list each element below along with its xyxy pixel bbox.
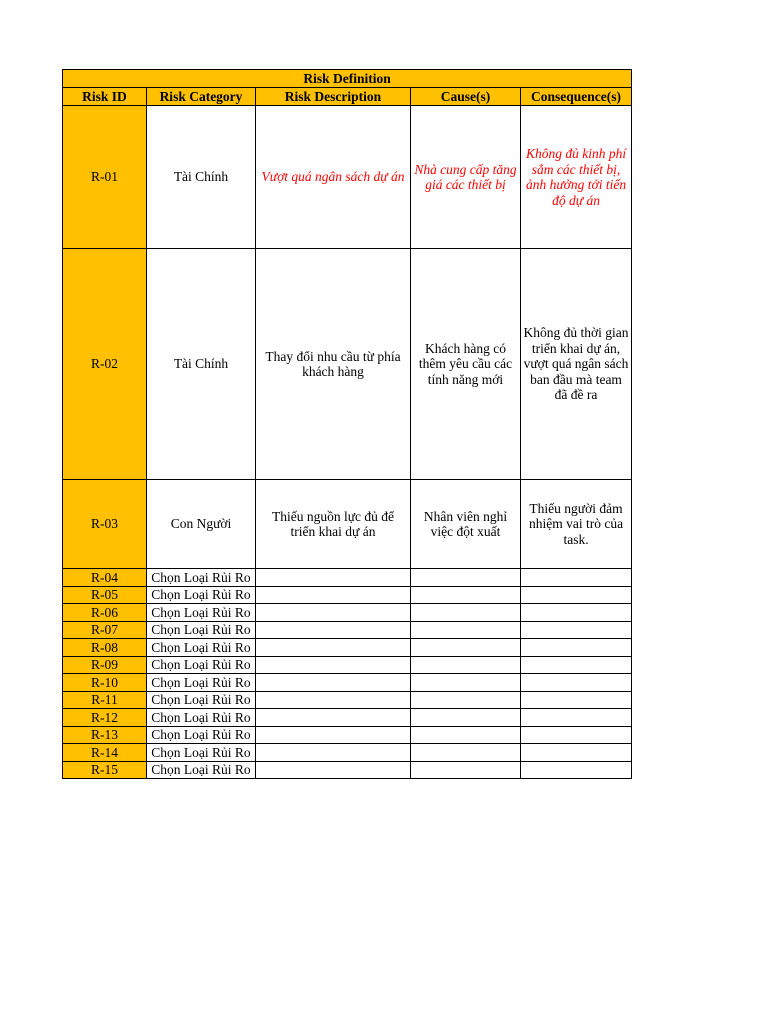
risk-consequence-cell[interactable] bbox=[521, 726, 632, 744]
risk-description-cell[interactable] bbox=[256, 656, 411, 674]
risk-id-cell[interactable]: R-09 bbox=[63, 656, 147, 674]
risk-category-dropdown[interactable]: Chọn Loại Rủi Ro bbox=[147, 726, 256, 744]
risk-id-cell[interactable]: R-06 bbox=[63, 604, 147, 622]
risk-id-cell[interactable]: R-14 bbox=[63, 744, 147, 762]
risk-id-cell[interactable]: R-02 bbox=[63, 249, 147, 480]
risk-consequence-cell[interactable] bbox=[521, 761, 632, 779]
table-row bbox=[63, 761, 632, 779]
header-causes: Cause(s) bbox=[411, 88, 521, 106]
risk-description-cell[interactable]: Thay đổi nhu cầu từ phía khách hàng bbox=[256, 249, 411, 480]
header-consequences: Consequence(s) bbox=[521, 88, 632, 106]
risk-id-cell[interactable]: R-05 bbox=[63, 586, 147, 604]
table-row bbox=[63, 656, 632, 674]
risk-description-cell[interactable] bbox=[256, 604, 411, 622]
risk-category-dropdown[interactable]: Chọn Loại Rủi Ro bbox=[147, 621, 256, 639]
risk-category-cell[interactable]: Con Người bbox=[147, 480, 256, 569]
risk-category-dropdown[interactable]: Chọn Loại Rủi Ro bbox=[147, 691, 256, 709]
risk-category-dropdown[interactable]: Chọn Loại Rủi Ro bbox=[147, 656, 256, 674]
table-row bbox=[63, 480, 632, 569]
risk-consequence-cell[interactable] bbox=[521, 639, 632, 657]
table-row bbox=[63, 744, 632, 762]
risk-category-dropdown[interactable]: Chọn Loại Rủi Ro bbox=[147, 586, 256, 604]
risk-cause-cell[interactable] bbox=[411, 691, 521, 709]
risk-category-dropdown[interactable]: Chọn Loại Rủi Ro bbox=[147, 569, 256, 587]
risk-category-cell[interactable]: Tài Chính bbox=[147, 249, 256, 480]
risk-description-cell[interactable] bbox=[256, 744, 411, 762]
risk-description-cell[interactable] bbox=[256, 586, 411, 604]
risk-id-cell[interactable]: R-04 bbox=[63, 569, 147, 587]
risk-cause-cell[interactable] bbox=[411, 656, 521, 674]
risk-id-cell[interactable]: R-07 bbox=[63, 621, 147, 639]
risk-cause-cell[interactable] bbox=[411, 586, 521, 604]
risk-cause-cell[interactable] bbox=[411, 726, 521, 744]
risk-description-cell[interactable] bbox=[256, 674, 411, 692]
risk-consequence-cell[interactable] bbox=[521, 691, 632, 709]
risk-id-cell[interactable]: R-15 bbox=[63, 761, 147, 779]
table-row bbox=[63, 106, 632, 249]
risk-category-dropdown[interactable]: Chọn Loại Rủi Ro bbox=[147, 639, 256, 657]
risk-id-cell[interactable]: R-12 bbox=[63, 709, 147, 727]
risk-cause-cell[interactable]: Nhân viên nghỉ việc đột xuất bbox=[411, 480, 521, 569]
risk-cause-cell[interactable] bbox=[411, 621, 521, 639]
risk-description-cell[interactable] bbox=[256, 639, 411, 657]
risk-id-cell[interactable]: R-10 bbox=[63, 674, 147, 692]
risk-consequence-cell[interactable] bbox=[521, 709, 632, 727]
risk-id-cell[interactable]: R-11 bbox=[63, 691, 147, 709]
risk-description-cell[interactable] bbox=[256, 761, 411, 779]
table-row bbox=[63, 249, 632, 480]
risk-category-dropdown[interactable]: Chọn Loại Rủi Ro bbox=[147, 674, 256, 692]
risk-description-cell[interactable] bbox=[256, 621, 411, 639]
table-row bbox=[63, 726, 632, 744]
risk-cause-cell[interactable] bbox=[411, 761, 521, 779]
table-row bbox=[63, 569, 632, 587]
risk-consequence-cell[interactable] bbox=[521, 656, 632, 674]
risk-id-cell[interactable]: R-01 bbox=[63, 106, 147, 249]
risk-description-cell[interactable]: Vượt quá ngân sách dự án bbox=[256, 106, 411, 249]
table-row bbox=[63, 604, 632, 622]
header-risk-category: Risk Category bbox=[147, 88, 256, 106]
risk-id-cell[interactable]: R-13 bbox=[63, 726, 147, 744]
table-row bbox=[63, 674, 632, 692]
table-row bbox=[63, 586, 632, 604]
risk-description-cell[interactable]: Thiếu nguồn lực đủ để triển khai dự án bbox=[256, 480, 411, 569]
risk-consequence-cell[interactable] bbox=[521, 586, 632, 604]
risk-definition-table bbox=[62, 69, 632, 779]
risk-cause-cell[interactable] bbox=[411, 639, 521, 657]
risk-cause-cell[interactable] bbox=[411, 674, 521, 692]
table-title: Risk Definition bbox=[63, 70, 632, 88]
risk-consequence-cell[interactable]: Không đủ thời gian triển khai dự án, vượt quá ngân sách ban đầu mà team đã đề ra bbox=[521, 249, 632, 480]
risk-consequence-cell[interactable]: Không đủ kinh phí sắm các thiết bị, ảnh hưởng tới tiến độ dự án bbox=[521, 106, 632, 249]
risk-cause-cell[interactable] bbox=[411, 604, 521, 622]
risk-consequence-cell[interactable] bbox=[521, 604, 632, 622]
risk-consequence-cell[interactable] bbox=[521, 621, 632, 639]
risk-description-cell[interactable] bbox=[256, 691, 411, 709]
risk-category-dropdown[interactable]: Chọn Loại Rủi Ro bbox=[147, 761, 256, 779]
risk-consequence-cell[interactable] bbox=[521, 744, 632, 762]
risk-id-cell[interactable]: R-08 bbox=[63, 639, 147, 657]
risk-cause-cell[interactable]: Nhà cung cấp tăng giá các thiết bị bbox=[411, 106, 521, 249]
risk-cause-cell[interactable] bbox=[411, 709, 521, 727]
risk-description-cell[interactable] bbox=[256, 569, 411, 587]
table-row bbox=[63, 691, 632, 709]
risk-category-dropdown[interactable]: Chọn Loại Rủi Ro bbox=[147, 604, 256, 622]
risk-id-cell[interactable]: R-03 bbox=[63, 480, 147, 569]
risk-cause-cell[interactable] bbox=[411, 744, 521, 762]
risk-description-cell[interactable] bbox=[256, 726, 411, 744]
risk-category-dropdown[interactable]: Chọn Loại Rủi Ro bbox=[147, 709, 256, 727]
risk-consequence-cell[interactable] bbox=[521, 674, 632, 692]
table-row bbox=[63, 709, 632, 727]
risk-category-dropdown[interactable]: Chọn Loại Rủi Ro bbox=[147, 744, 256, 762]
table-row bbox=[63, 621, 632, 639]
header-risk-id: Risk ID bbox=[63, 88, 147, 106]
risk-consequence-cell[interactable] bbox=[521, 569, 632, 587]
header-risk-description: Risk Description bbox=[256, 88, 411, 106]
risk-cause-cell[interactable] bbox=[411, 569, 521, 587]
risk-cause-cell[interactable]: Khách hàng có thêm yêu cầu các tính năng mới bbox=[411, 249, 521, 480]
risk-description-cell[interactable] bbox=[256, 709, 411, 727]
risk-category-cell[interactable]: Tài Chính bbox=[147, 106, 256, 249]
table-row bbox=[63, 639, 632, 657]
risk-consequence-cell[interactable]: Thiếu người đảm nhiệm vai trò của task. bbox=[521, 480, 632, 569]
